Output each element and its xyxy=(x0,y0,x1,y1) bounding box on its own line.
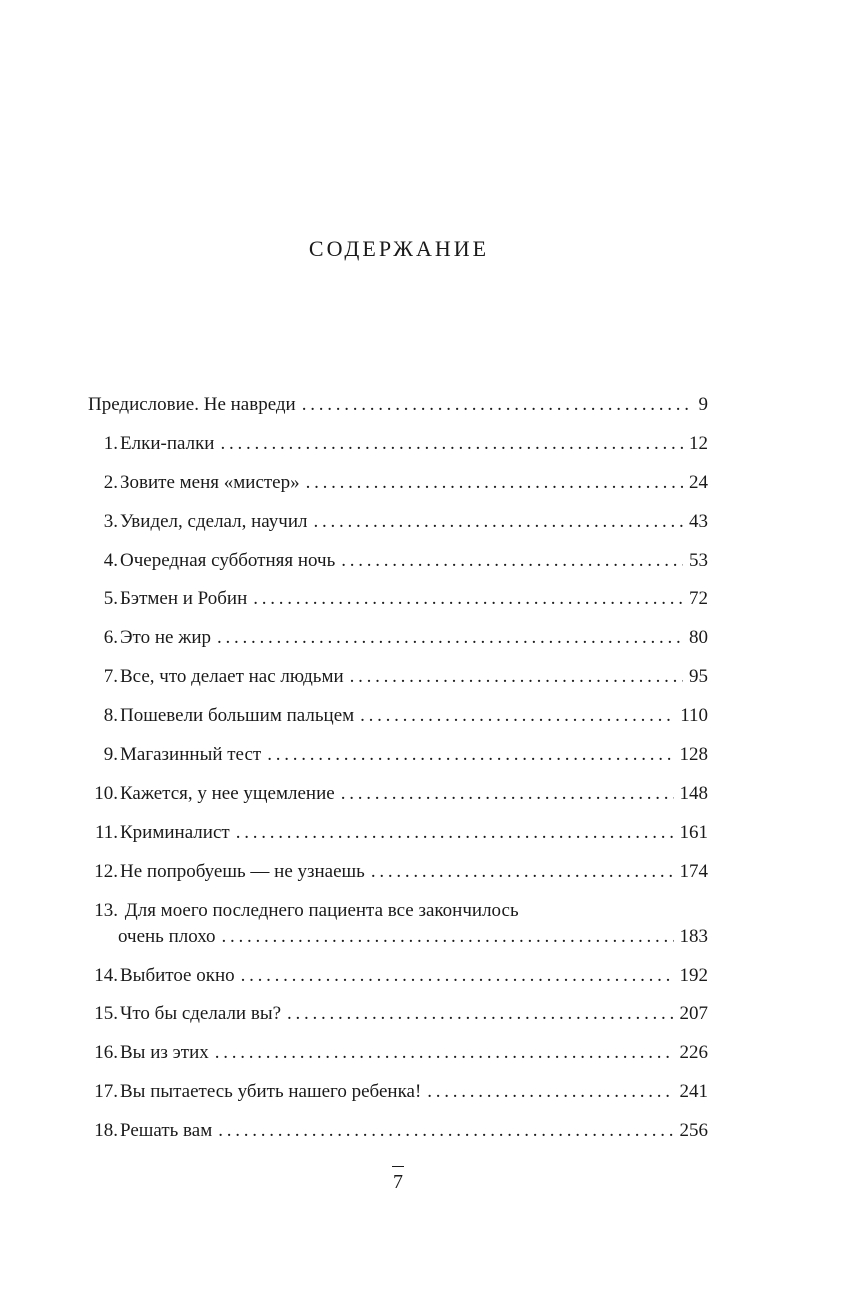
toc-entry-label: Вы из этих xyxy=(120,1042,209,1064)
toc-entry-label-continued: очень плохо xyxy=(118,925,216,947)
toc-entry-number: 14. xyxy=(94,964,118,986)
toc-entry-label: Бэтмен и Робин xyxy=(120,588,248,610)
toc-entry-number: 8. xyxy=(103,705,118,727)
toc-entry xyxy=(88,820,708,859)
toc-entry-page: 183 xyxy=(679,925,708,947)
toc-entry xyxy=(88,1040,708,1079)
toc-entry-page: 95 xyxy=(689,666,708,688)
toc-entry-page: 43 xyxy=(689,510,708,532)
toc-entry xyxy=(88,1118,708,1157)
dot-leader xyxy=(267,742,673,768)
folio-rule xyxy=(392,1166,404,1167)
toc-entry-number: 6. xyxy=(103,627,118,649)
dot-leader xyxy=(427,1079,673,1105)
toc-entry-number: 17. xyxy=(94,1081,118,1103)
toc-entry xyxy=(88,1001,708,1040)
toc-entry-page: 72 xyxy=(689,588,708,610)
toc-entry-label: Для моего последнего пациента все закончилось xyxy=(124,899,519,921)
dot-leader xyxy=(218,1118,673,1144)
toc-entry-label: Криминалист xyxy=(120,821,230,843)
toc-entry xyxy=(88,664,708,703)
dot-leader xyxy=(371,859,674,885)
toc-entry-label: Все, что делает нас людьми xyxy=(120,666,344,688)
toc-entry xyxy=(88,548,708,587)
dot-leader xyxy=(313,509,683,535)
toc-entry-label: Зовите меня «мистер» xyxy=(120,471,300,493)
toc-entry-label: Пошевели большим пальцем xyxy=(120,705,355,727)
toc-entry-number: 13. xyxy=(94,899,118,921)
dot-leader xyxy=(341,781,674,807)
toc-entry xyxy=(88,431,708,470)
toc-entry-label: Вы пытаетесь убить нашего ребенка! xyxy=(120,1081,422,1103)
toc-entry-number: 10. xyxy=(94,782,118,804)
toc-entry-page: 110 xyxy=(680,705,708,727)
toc-entry-label: Кажется, у нее ущемление xyxy=(120,782,335,804)
toc-entry-number: 7. xyxy=(103,666,118,688)
toc-entry-page: 174 xyxy=(679,860,708,882)
dot-leader xyxy=(215,1040,674,1066)
toc-entry-number: 4. xyxy=(103,549,118,571)
toc-entry-number: 18. xyxy=(94,1120,118,1142)
toc-entry xyxy=(88,859,708,898)
toc-entry-line-second xyxy=(88,924,708,950)
toc-entry-page: 12 xyxy=(689,432,708,454)
dot-leader xyxy=(241,963,674,989)
toc-entry xyxy=(88,1079,708,1118)
toc-entry xyxy=(88,586,708,625)
toc-entry xyxy=(88,742,708,781)
toc-entry xyxy=(88,898,708,963)
toc-entry-number: 3. xyxy=(103,510,118,532)
toc-entry-number: 9. xyxy=(103,744,118,766)
toc-entry-number: 5. xyxy=(103,588,118,610)
dot-leader xyxy=(222,924,674,950)
toc-entry-page: 192 xyxy=(679,964,708,986)
toc-entry-number: 11. xyxy=(94,821,118,843)
toc-entry-page: 161 xyxy=(679,821,708,843)
toc-entry-label: Елки-палки xyxy=(120,432,215,454)
toc-entry-label: Это не жир xyxy=(120,627,211,649)
toc-entry-page: 226 xyxy=(679,1042,708,1064)
toc-entry-page: 241 xyxy=(679,1081,708,1103)
toc-entry xyxy=(88,781,708,820)
toc-entry-label: Что бы сделали вы? xyxy=(120,1003,282,1025)
page-number xyxy=(386,1166,410,1194)
toc-entry-label: Увидел, сделал, научил xyxy=(120,510,308,532)
toc-entry-page: 256 xyxy=(679,1120,708,1142)
dot-leader xyxy=(306,470,683,496)
dot-leader xyxy=(341,548,683,574)
dot-leader xyxy=(350,664,683,690)
toc-title: СОДЕРЖАНИЕ xyxy=(308,236,490,261)
dot-leader xyxy=(302,392,693,418)
dot-leader xyxy=(287,1001,673,1027)
toc-entry xyxy=(88,470,708,509)
toc-entry-page: 207 xyxy=(679,1003,708,1025)
toc-entry xyxy=(88,703,708,742)
toc-entry-number: 16. xyxy=(94,1042,118,1064)
toc-entry xyxy=(88,963,708,1002)
toc-entry-page: 9 xyxy=(698,394,708,415)
toc-entry-page: 80 xyxy=(689,627,708,649)
dot-leader xyxy=(360,703,674,729)
toc-entry-number: 1. xyxy=(103,432,118,454)
toc-entry-number: 15. xyxy=(94,1003,118,1025)
toc-entry-label: Не попробуешь — не узнаешь xyxy=(120,860,365,882)
toc-entry-page: 24 xyxy=(689,471,708,493)
toc-entry xyxy=(88,625,708,664)
toc-entry-number: 12. xyxy=(94,860,118,882)
toc-entry-number: 2. xyxy=(103,471,118,493)
dot-leader xyxy=(217,625,683,651)
toc-entry-line-first xyxy=(88,898,708,924)
dot-leader xyxy=(236,820,674,846)
toc-entry-label: Решать вам xyxy=(120,1120,213,1142)
toc-entry-page: 148 xyxy=(679,782,708,804)
toc-entry-page: 53 xyxy=(689,549,708,571)
dot-leader xyxy=(253,586,683,612)
toc-entry-label: Магазинный тест xyxy=(120,744,262,766)
toc-entry-label: Очередная субботняя ночь xyxy=(120,549,336,571)
table-of-contents xyxy=(88,392,708,1157)
dot-leader xyxy=(220,431,683,457)
page-number-value: 7 xyxy=(393,1171,403,1193)
toc-entry-label: Выбитое окно xyxy=(120,964,235,986)
toc-entry xyxy=(88,509,708,548)
toc-entry-preface xyxy=(88,392,708,431)
toc-entry-page: 128 xyxy=(679,744,708,766)
toc-entry-label: Предисловие. Не навреди xyxy=(88,394,296,415)
